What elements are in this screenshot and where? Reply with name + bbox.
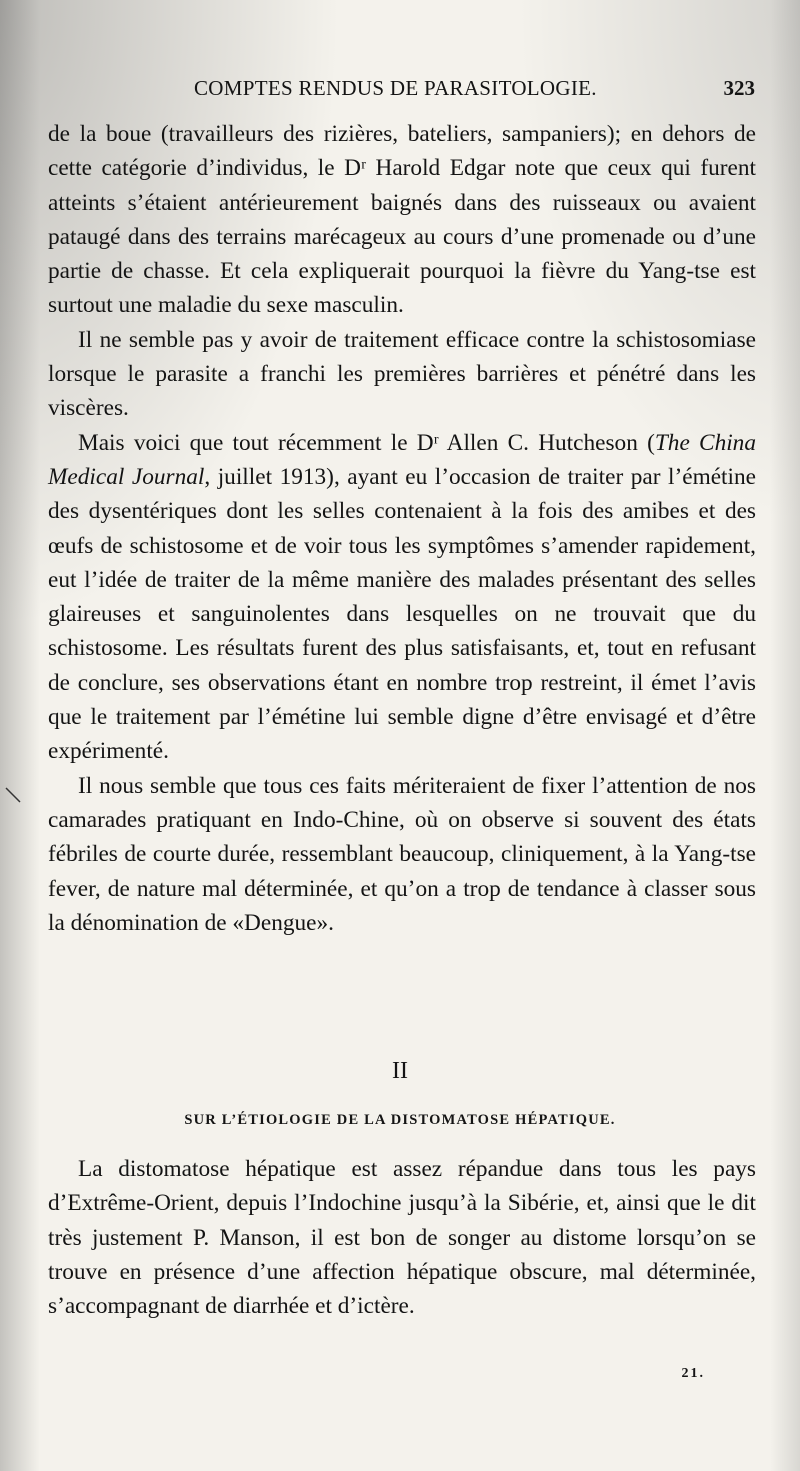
signature-mark: 21. (681, 1366, 705, 1381)
main-text (48, 117, 756, 940)
paragraph-1: de la boue (travailleurs des rizières, bateliers, sampaniers); en dehors de cette catégorie d’individus, le Dʳ Harold Edgar note que ceux qui furent atteints s’étaient antérieurement baignés dans des ruisseaux ou avaient pataugé dans des terrains marécageux au cours d’une promenade ou d’une partie de chasse. Et cela expliquerait pourquoi la fièvre du Yang-tse est surtout une maladie du sexe masculin. (48, 121, 756, 319)
paragraph-2: Il ne semble pas y avoir de traitement efficace contre la schistosomiase lorsque le parasite a franchi les premières barrières et pénétré dans les viscères. (48, 326, 756, 422)
paragraph-3-after: , juillet 1913), ayant eu l’occasion de traiter par l’émétine des dysentériques dont les selles contenaient à la fois des amibes et des œufs de schistosome et de voir tous les symptômes s’amender rapidement, eut l’idée de traiter de la même manière des malades présentant des selles glaireuses et sanguinolentes dans lesquelles on ne trouvait que du schistosome. Les résultats furent des plus satisfaisants, et, tout en refusant de conclure, ses observations étant en nombre trop restreint, il émet l’avis que le traitement par l’émétine lui semble digne d’être envisagé et d’être expérimenté. (48, 463, 756, 765)
paragraph-4: Il nous semble que tous ces faits mériteraient de fixer l’attention de nos camarades pratiquant en Indo-Chine, où on observe si souvent des états fébriles de courte durée, ressemblant beaucoup, cliniquement, à la Yang-tse fever, de nature mal déterminée, et qu’on a trop de tendance à classer sous la dénomination de «Dengue». (48, 772, 756, 936)
section-paragraph-1: La distomatose hépatique est assez répandue dans tous les pays d’Extrême-Orient, depuis l’Indochine jusqu’à la Sibérie, et, ainsi que le dit très justement P. Manson, il est bon de songer au distome lorsqu’on se trouve en présence d’une affection hépatique obscure, mal déterminée, s’accompagnant de diarrhée et d’ictère. (48, 1156, 756, 1320)
section-title: SUR L’ÉTIOLOGIE DE LA DISTOMATOSE HÉPATIQUE. (184, 1112, 616, 1128)
running-title: COMPTES RENDUS DE PARASITOLOGIE. (194, 76, 597, 100)
journal-title: The China Medical Journal (48, 429, 756, 490)
paragraph-3 (48, 426, 756, 769)
section-text (48, 1152, 756, 1323)
section-number: II (392, 1058, 408, 1084)
paragraph-3-before: Mais voici que tout récemment le Dʳ Allen C. Hutcheson ( (78, 429, 655, 456)
page-number: 323 (723, 76, 755, 100)
margin-mark-icon (0, 780, 28, 810)
page-header (50, 76, 755, 108)
